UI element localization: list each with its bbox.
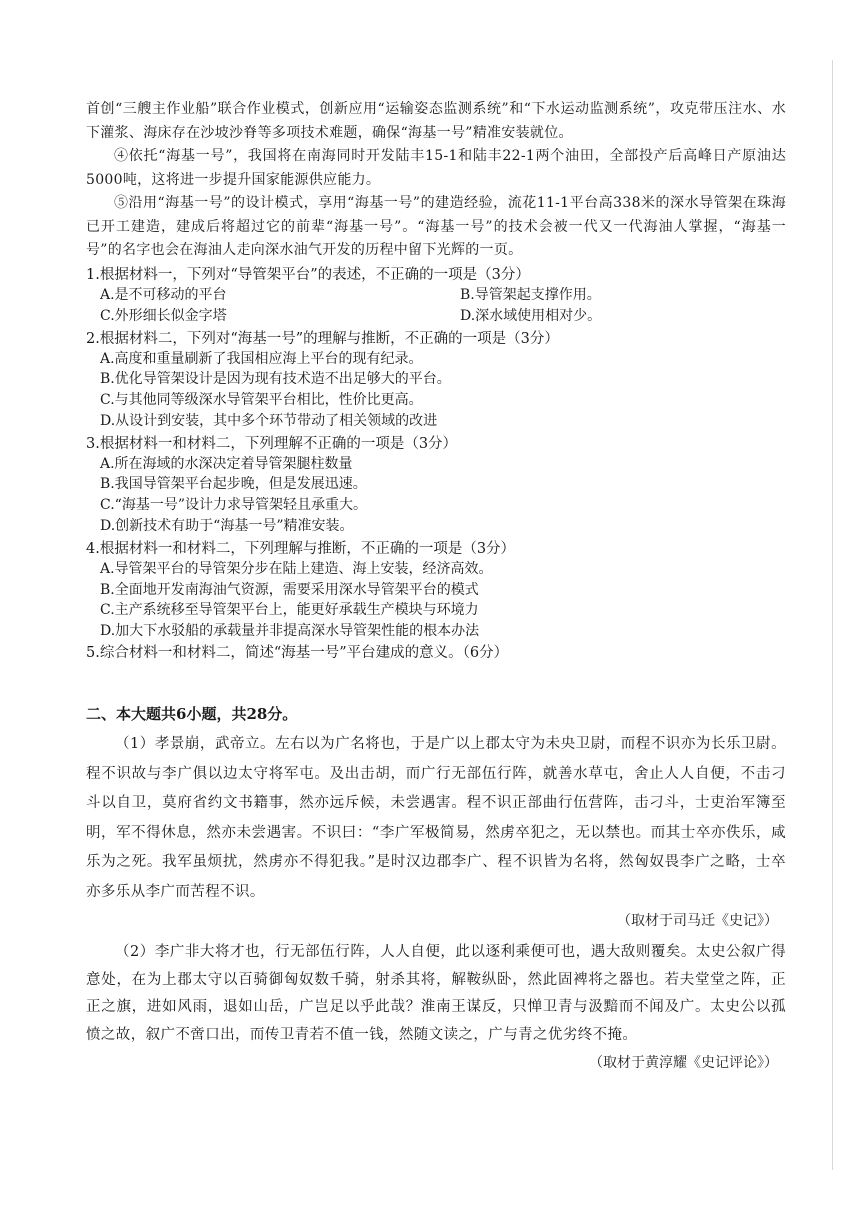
exam-page: [86, 98, 786, 1077]
material-two-continued: [86, 98, 786, 263]
material-paragraph-4: ④依托“海基一号”，我国将在南海同时开发陆丰15-1和陆丰22-1两个油田，全部投产后高峰日产原油达5000吨，这将进一步提升国家能源供应能力。: [86, 148, 786, 188]
option-1d: D.深水域使用相对少。: [460, 307, 602, 324]
option-2b: B.优化导管架设计是因为现有技术造不出足够大的平台。: [100, 371, 451, 388]
material-paragraph-5: ⑤沿用“海基一号”的设计模式，享用“海基一号”的建造经验，流花11-1平台高338米的深水导管架在珠海已开工建造，建成后将超过它的前辈“海基一号”。“海基一号”的技术会被一代又一代海油人掌握，“海基一号”的名字也会在海油人走向深水油气开发的历程中留下光辉的一页。: [86, 195, 786, 258]
option-3b: B.我国导管架平台起步晚，但是发展迅速。: [100, 476, 367, 493]
question-5-stem: 5.综合材料一和材料二，简述“海基一号”平台建成的意义。（6分）: [86, 645, 509, 662]
question-1: [86, 265, 786, 327]
material-paragraph-3: 首创“三艘主作业船”联合作业模式，创新应用“运输姿态监测系统”和“下水运动监测系统”，攻克带压注水、水下灌浆、海床存在沙坡沙脊等多项技术难题，确保“海基一号”精准安装就位。: [86, 101, 786, 141]
option-1c: C.外形细长似金字塔: [100, 307, 227, 324]
question-1-options: [86, 285, 786, 327]
question-2-options: [86, 349, 786, 432]
option-1b: B.导管架起支撑作用。: [460, 286, 601, 303]
question-4-options: [86, 559, 786, 642]
option-1a: A.是不可移动的平台: [100, 286, 227, 303]
question-2: [86, 329, 786, 432]
question-4-stem: 4.根据材料一和材料二，下列理解与推断，不正确的一项是（3分）: [86, 540, 516, 557]
option-4a: A.导管架平台的导管架分步在陆上建造、海上安装，经济高效。: [100, 560, 493, 577]
option-3d: D.创新技术有助于“海基一号”精准安装。: [100, 518, 354, 535]
question-3-options: [86, 454, 786, 537]
classical-passage-1: （1）孝景崩，武帝立。左右以为广名将也，于是广以上郡太守为未央卫尉，而程不识亦为长乐卫尉。程不识故与李广俱以边太守将军屯。及出击胡，而广行无部伍行阵，就善水草屯，舍止人人自便，不击刁斗以自卫，莫府省约文书籍事，然亦远斥候，未尝遇害。程不识正部曲行伍营阵，击刁斗，士吏治军簿至明，军不得休息，然亦未尝遇害。不识曰：“李广军极简易，然虏卒犯之，无以禁也。而其士卒亦佚乐，咸乐为之死。我军虽烦扰，然虏亦不得犯我。”是时汉边郡李广、程不识皆为名将，然匈奴畏李广之略，士卒亦多乐从李广而苦程不识。: [86, 736, 786, 900]
option-3c: C.“海基一号”设计力求导管架轻且承重大。: [100, 497, 367, 514]
option-4b: B.全面地开发南海油气资源，需要采用深水导管架平台的模式: [100, 581, 479, 598]
question-3-stem: 3.根据材料一和材料二，下列理解不正确的一项是（3分）: [86, 435, 458, 452]
option-2a: A.高度和重量刷新了我国相应海上平台的现有纪录。: [100, 350, 423, 367]
option-2d: D.从设计到安装，其中多个环节带动了相关领域的改进: [100, 412, 438, 429]
option-3a: A.所在海域的水深决定着导管架腿柱数量: [100, 455, 353, 472]
question-2-stem: 2.根据材料二，下列对“海基一号”的理解与推断，不正确的一项是（3分）: [86, 330, 559, 347]
question-4: [86, 539, 786, 642]
page-edge-line: [832, 60, 833, 1170]
passage-2-source: （取材于黄淳耀《史记评论》）: [589, 1055, 778, 1072]
question-1-stem: 1.根据材料一，下列对“导管架平台”的表述，不正确的一项是（3分）: [86, 266, 530, 283]
option-2c: C.与其他同等级深水导管架平台相比，性价比更高。: [100, 392, 423, 409]
option-4c: C.主产系统移至导管架平台上，能更好承载生产模块与环境力: [100, 602, 479, 619]
option-4d: D.加大下水驳船的承载量并非提高深水导管架性能的根本办法: [100, 623, 480, 640]
question-3: [86, 434, 786, 537]
classical-passage-2: （2）李广非大将才也，行无部伍行阵，人人自便，此以逐利乘便可也，遇大敌则覆矣。太史公叙广得意处，在为上郡太守以百骑御匈奴数千骑，射杀其将，解鞍纵卧，然此固裨将之器也。若夫堂堂之阵，正正之旗，进如风雨，退如山岳，广岂足以乎此哉？淮南王谋反，只惮卫青与汲黯而不闻及广。太史公以孤愤之故，叙广不啻口出，而传卫青若不值一钱，然随文读之，广与青之优劣终不掩。: [86, 944, 786, 1043]
passage-1-source: （取材于司马迁《史记》）: [617, 913, 778, 930]
section-2-heading: 二、本大题共6小题，共28分。: [86, 705, 298, 724]
